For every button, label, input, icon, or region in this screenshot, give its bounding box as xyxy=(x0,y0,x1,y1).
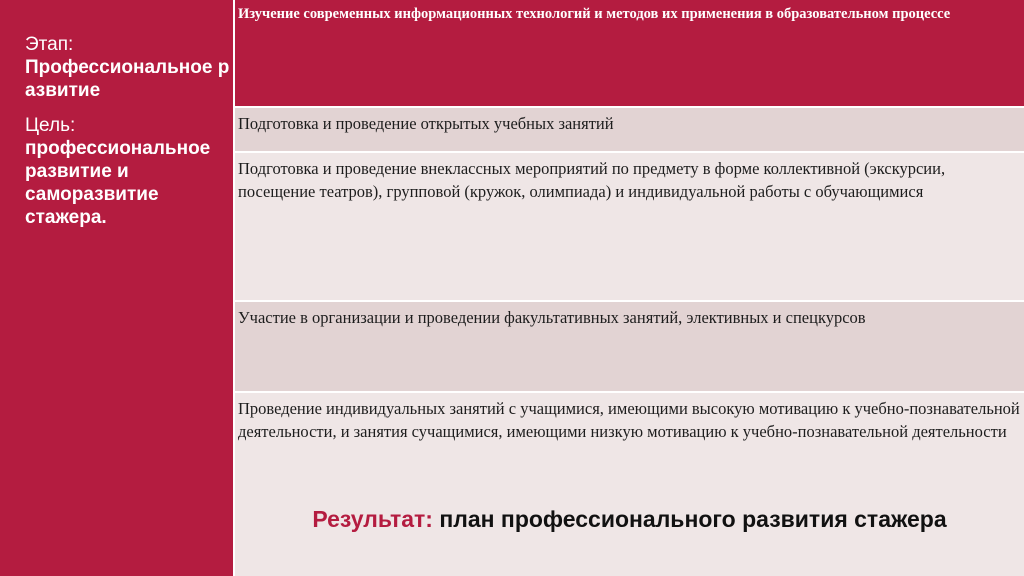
goal-label: Цель: xyxy=(25,115,76,136)
table-row: Участие в организации и проведении факультативных занятий, элективных и спецкурсов xyxy=(235,302,1024,391)
table-row: Проведение индивидуальных занятий с учащимися, имеющими высокую мотивацию к учебно-познавательной деятельности, и занятия сучащимися, имеющими низкую мотивацию к учебно-познавательной деятельности xyxy=(235,393,1024,576)
stage-label: Этап: xyxy=(25,34,74,55)
goal-value: профессиональное развитие и саморазвитие стажера. xyxy=(25,138,211,228)
result-label: Результат: xyxy=(312,506,433,532)
result-block xyxy=(235,505,1024,533)
goal-block xyxy=(25,114,230,229)
stage-block xyxy=(25,33,230,102)
result-value: план профессионального развития стажера xyxy=(439,506,947,532)
table-row: Подготовка и проведение открытых учебных занятий xyxy=(235,108,1024,151)
left-panel xyxy=(0,0,233,576)
stage-value: Профессиональное развитие xyxy=(25,57,230,101)
left-panel-text xyxy=(25,33,230,229)
table-row: Подготовка и проведение внеклассных мероприятий по предмету в форме коллективной (экскурсии, посещение театров), групповой (кружок, олимпиада) и индивидуальной работы с обучающимися xyxy=(235,153,1024,300)
table-header-row: Изучение современных информационных технологий и методов их применения в образовательном процессе xyxy=(235,0,1024,106)
